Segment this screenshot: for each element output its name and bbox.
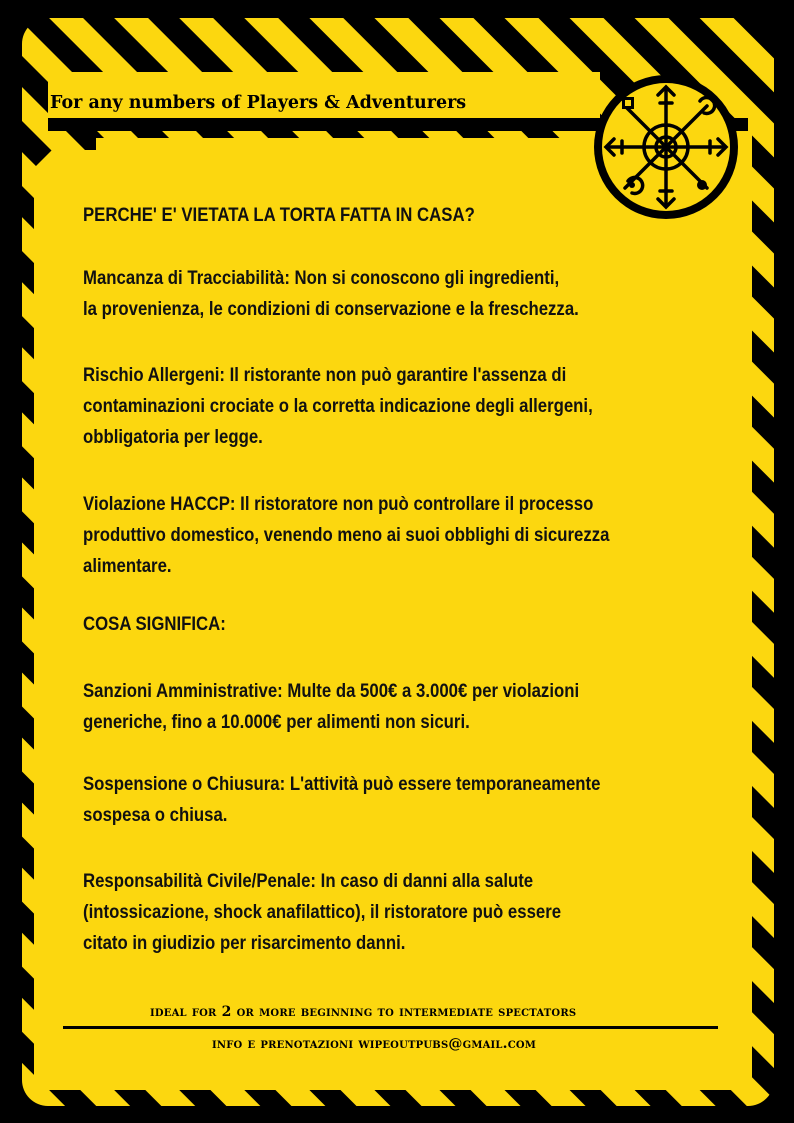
footer-contact: info e prenotazioni wipeoutpubs@gmail.com [212, 1036, 537, 1052]
footer-spectators-note: ideal for 2 or more beginning to intermediate spectators [150, 1004, 577, 1020]
allergeni-line-3: obbligatoria per legge. [83, 426, 263, 448]
sanzioni-line-2: generiche, fino a 10.000€ per alimenti non sicuri. [83, 711, 470, 733]
haccp-line-2: produttivo domestico, venendo meno ai suoi obblighi di sicurezza [83, 524, 610, 546]
haccp-line-3: alimentare. [83, 555, 172, 577]
main-title: PERCHE' E' VIETATA LA TORTA FATTA IN CASA? [83, 204, 475, 226]
allergeni-line-1: Rischio Allergeni: Il ristorante non può garantire l'assenza di [83, 364, 567, 386]
subtitle: COSA SIGNIFICA: [83, 613, 226, 635]
tracciabilita-line-1: Mancanza di Tracciabilità: Non si conoscono gli ingredienti, [83, 267, 560, 289]
responsabilita-line-1: Responsabilità Civile/Penale: In caso di danni alla salute [83, 870, 534, 892]
haccp-line-1: Violazione HACCP: Il ristoratore non può controllare il processo [83, 493, 594, 515]
sospensione-line-2: sospesa o chiusa. [83, 804, 228, 826]
responsabilita-line-2: (intossicazione, shock anafilattico), il ristoratore può essere [83, 901, 562, 923]
responsabilita-line-3: citato in giudizio per risarcimento danni. [83, 932, 406, 954]
sanzioni-line-1: Sanzioni Amministrative: Multe da 500€ a 3.000€ per violazioni [83, 680, 580, 702]
compass-emblem-icon [592, 73, 740, 221]
allergeni-line-2: contaminazioni crociate o la corretta indicazione degli allergeni, [83, 395, 593, 417]
sospensione-line-1: Sospensione o Chiusura: L'attività può essere temporaneamente [83, 773, 601, 795]
tagline: For any numbers of Players & Adventurers [50, 93, 467, 113]
footer-divider [63, 1026, 718, 1029]
tracciabilita-line-2: la provenienza, le condizioni di conservazione e la freschezza. [83, 298, 579, 320]
